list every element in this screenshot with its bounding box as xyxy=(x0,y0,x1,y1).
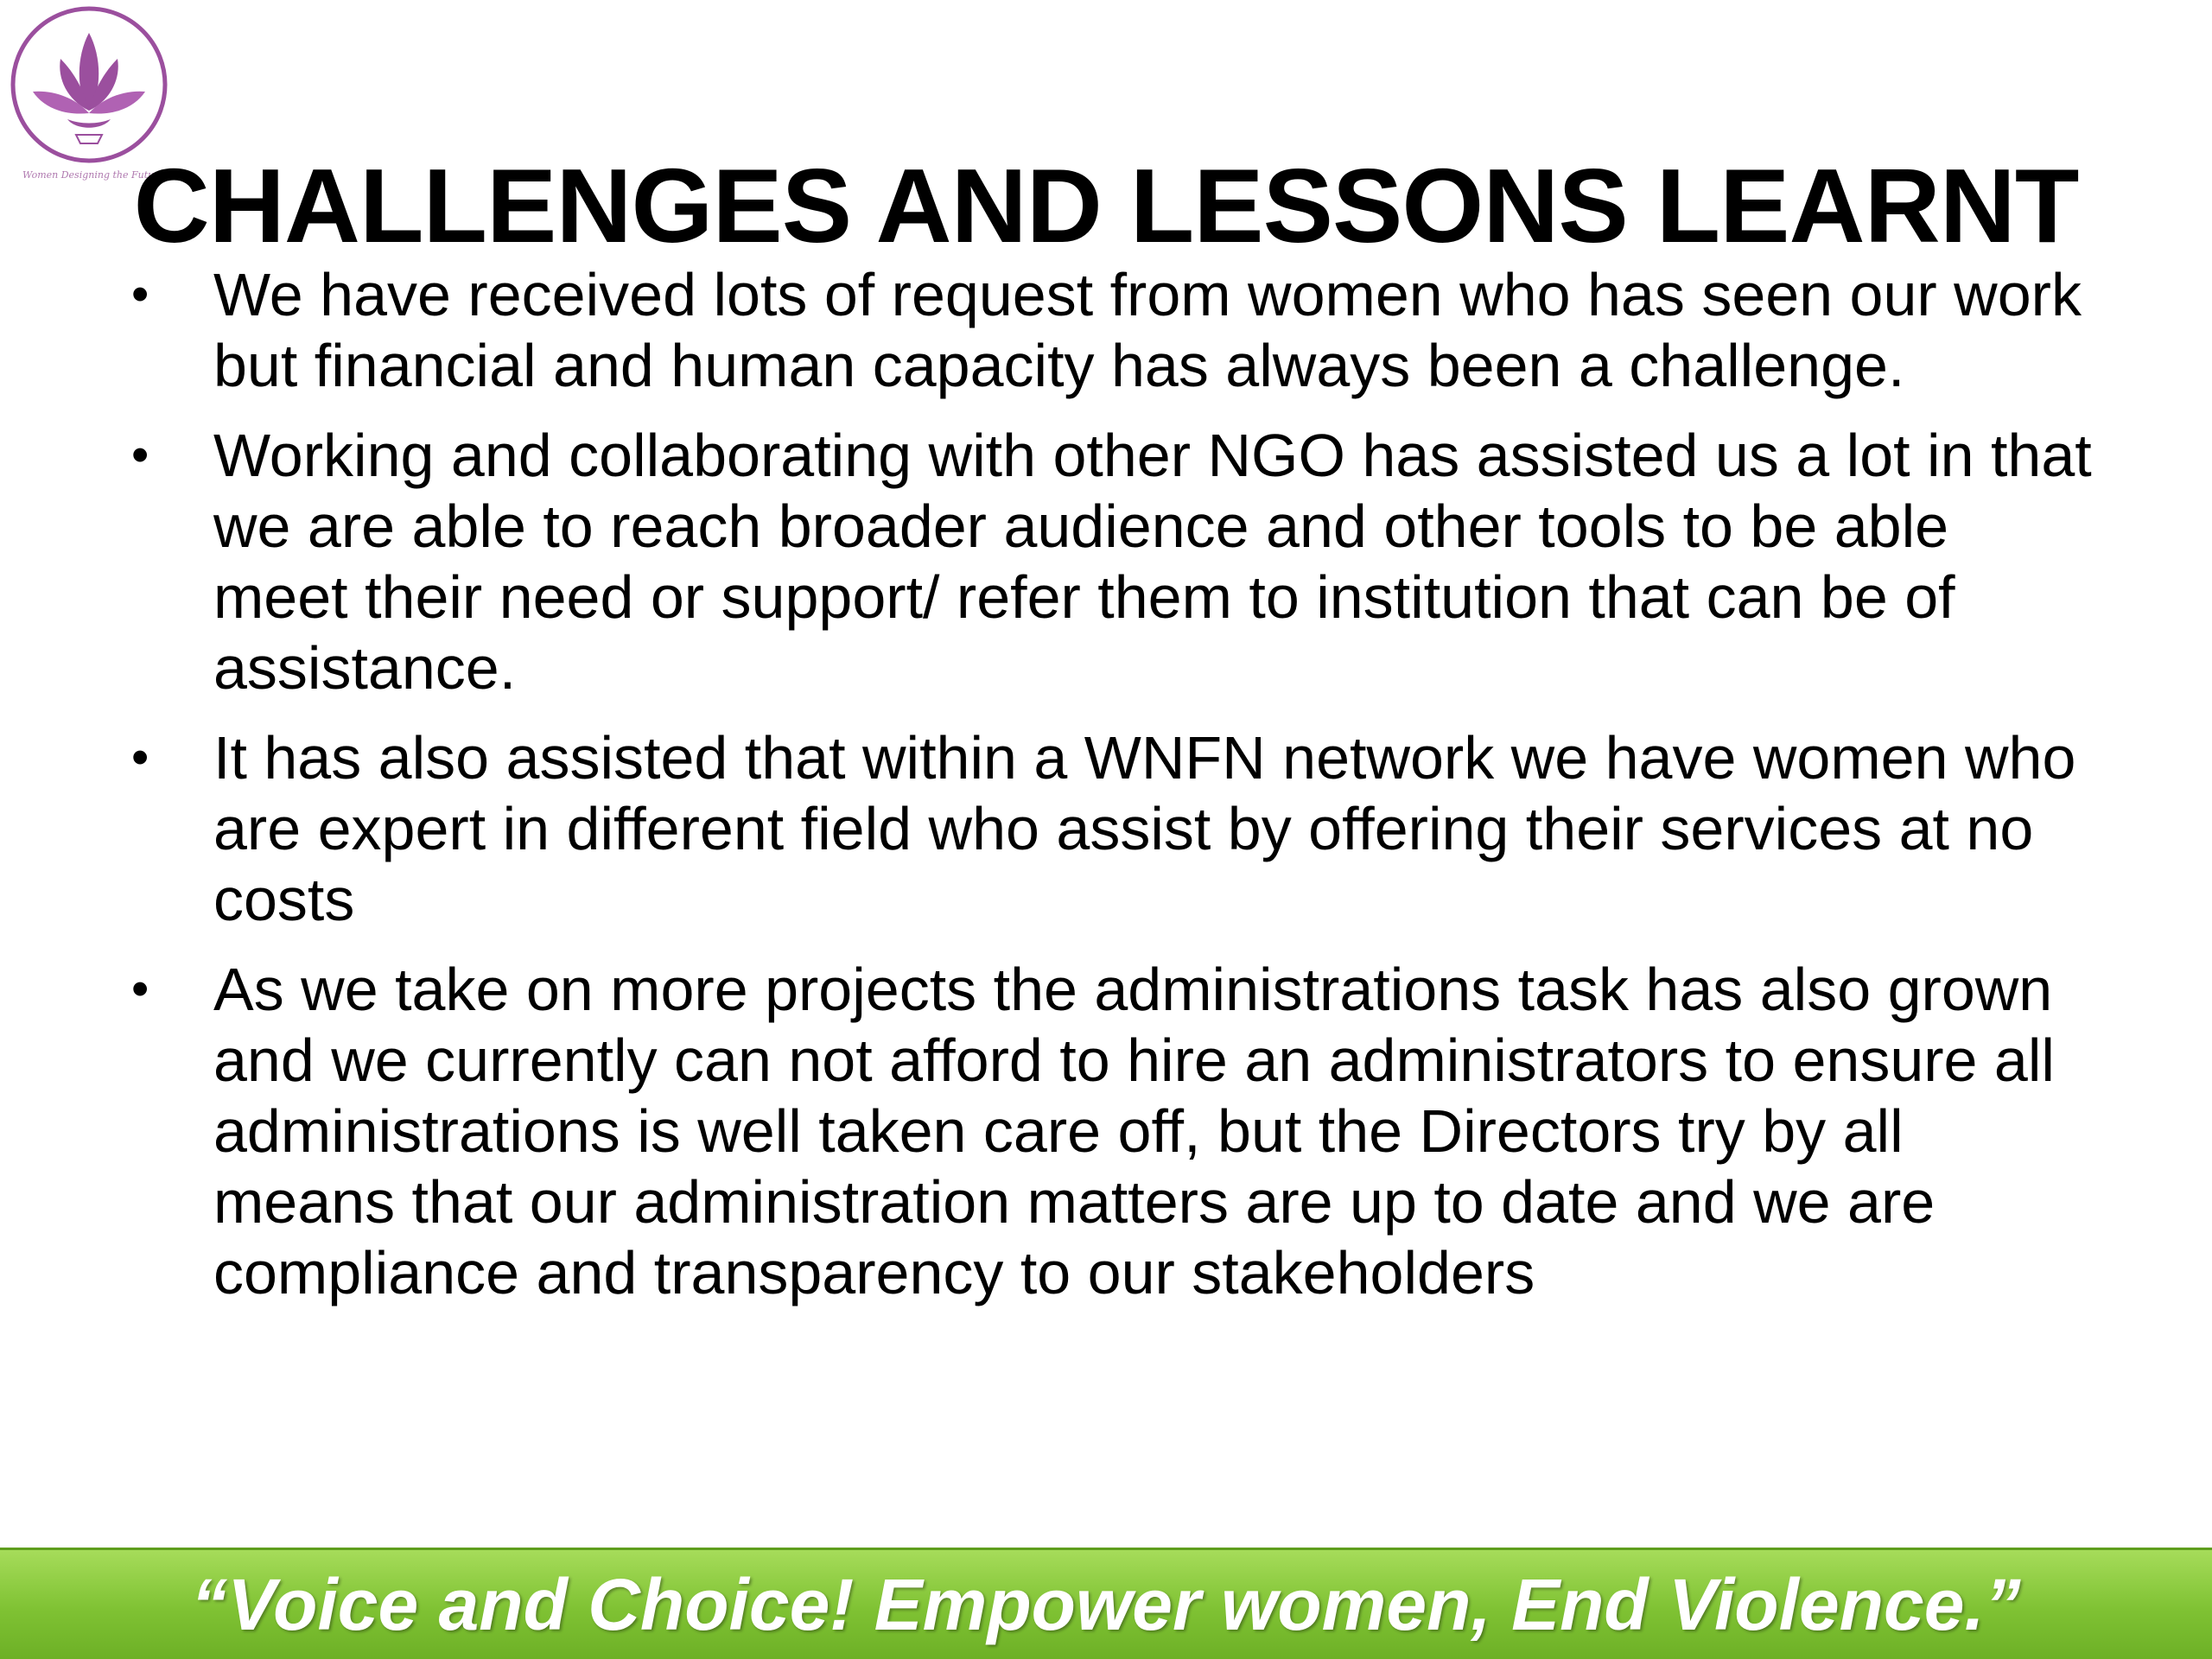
bullet-symbol: • xyxy=(131,729,149,785)
bullet-item xyxy=(121,722,2100,935)
bullet-text: We have received lots of request from women who has seen our work but financial and human capacity has always been a challenge. xyxy=(213,261,2082,399)
bullet-text: It has also assisted that within a WNFN network we have women who are expert in different field who assist by offering their services at no costs xyxy=(213,724,2076,933)
bullet-symbol: • xyxy=(131,266,149,322)
slide-title: CHALLENGES AND LESSONS LEARNT xyxy=(133,147,2079,264)
bullet-item xyxy=(121,954,2100,1308)
bullet-symbol: • xyxy=(131,961,149,1017)
bullet-list xyxy=(121,259,2100,1327)
logo-caption: Women Designing the Future xyxy=(22,169,164,181)
bullet-item xyxy=(121,420,2100,703)
footer-banner xyxy=(0,1548,2212,1659)
bullet-text: Working and collaborating with other NGO has assisted us a lot in that we are able to reach broader audience and other tools to be able meet their need or support/ refer them to institution that can be of assistance. xyxy=(213,422,2092,702)
bullet-symbol: • xyxy=(131,427,149,483)
bullet-text: As we take on more projects the administrations task has also grown and we currently can not afford to hire an administrators to ensure all administrations is well taken care off, but the Directors try by all means that our administration matters are up to date and we are compliance and transparency to our stakeholders xyxy=(213,956,2055,1306)
bullet-item xyxy=(121,259,2100,401)
lotus-logo-icon xyxy=(7,5,171,165)
footer-slogan: “Voice and Choice! Empower women, End Violence.” xyxy=(191,1564,2021,1645)
